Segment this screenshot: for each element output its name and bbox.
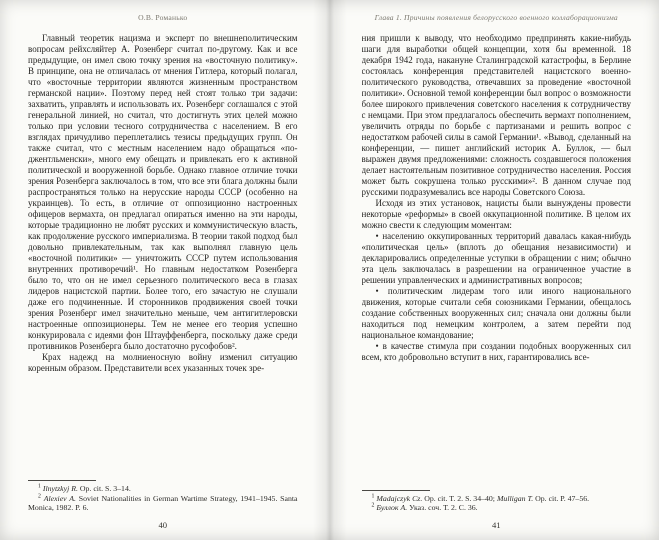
footnote-text: Op. cit. S. 3–14. <box>79 484 131 494</box>
paragraph: Исходя из этих установок, нацисты были вынуждены провести некоторые «реформы» в своей оккупационной политике. В целом их можно свести к следующим моментам: <box>361 198 631 230</box>
footnotes-left <box>28 480 298 513</box>
footnote-marker: 1 <box>371 493 375 500</box>
footnote-marker: 2 <box>38 493 41 500</box>
footnote <box>362 494 632 504</box>
footnote <box>28 484 298 494</box>
paragraph: Главный теоретик нацизма и эксперт по внешнеполитическим вопросам рейхсляйтер А. Розенберг считал по-другому. Как и все предыдущие, он имел свою точку зрения на «восточную политику». В принципе, она не отличалась от мнения Гитлера, который полагал, что «восточные территории являются жизненным пространством германской нации». Поэтому перед ней стоят только три задачи: захватить, управлять и использовать их. Розенберг соглашался с этой генеральной линией, но считал, что достигнуть этих целей можно только при условии тесного сотрудничества с населением. В его взглядах причудливо переплетались тезисы предыдущих групп. Он также считал, что с местным населением надо обращаться «по-джентльменски», много ему обещать и привлекать его к активной политической и вооруженной борьбе. Однако главное отличие точки зрения Розенберга заключалось в том, что все эти блага должны были распространяться только на нерусские народы СССР (особенно на украинцев). То есть, в отличие от оппозиционно настроенных офицеров вермахта, он предлагал опираться именно на эти народы, которые традиционно не любят русских и коммунистическую власть, как продолжение русского империализма. В теории такой подход был довольно привлекательным, так как выполнял главную цель «восточной политики» — уничтожить СССР путем использования внутренних противоречий¹. Но главным недостатком Розенберга было то, что он не имел серьезного политического веса в глазах лидеров нацистской партии. Более того, его зачастую не слушали даже его подчиненные. И сторонников продвижения своей точки зрения Розенберг имел значительно меньше, чем антигитлеровски настроенные оппозиционеры. Тем не менее его теория успешно конкурировала с идеями фон Штауффенберга, поскольку даже среди противников Розенберга было достаточно русофобов². <box>28 33 298 351</box>
footnote-author: Alexiev A. <box>43 493 76 503</box>
page-right <box>330 0 659 540</box>
paragraph: Крах надежд на молниеносную войну изменил ситуацию коренным образом. Представители всех указанных точек зре- <box>28 352 298 373</box>
footnote-text: Op. cit. P. 47–56. <box>535 493 590 503</box>
footnote-marker: 1 <box>38 483 41 490</box>
footnotes-right <box>362 490 632 513</box>
paragraph: ния пришли к выводу, что необходимо предпринять какие-нибудь шаги для выработки общей концепции, хотя бы временной. 18 декабря 1942 года, накануне Сталинградской катастрофы, в Берлине состоялась конференция представителей нацистского военно-политического руководства, отвечавших за проведение «восточной политики». Основной темой конференции был вопрос о возможности более широкого привлечения советского населения к сотрудничеству с немцами. При этом предлагалось обеспечить вермахт пополнением, увеличить отряды по борьбе с партизанами и решить вопрос с недостатком рабочей силы в самой Германии¹. «Вывод, сделанный на конференции, — пишет английский историк А. Буллок, — был выражен двумя предложениями: сложность создавшегося положения делает настоятельным позитивное сотрудничество населения. Россия может быть сокрушена только русскими»². В данном случае под русскими подразумевались все народы Советского Союза. <box>361 33 631 197</box>
footnote-author: Ilnytzkyj R. <box>42 484 78 494</box>
footnote <box>28 494 298 513</box>
footnote-text: Soviet Nationalities in German Wartime Strategy, 1941–1945. Santa Monica, 1982. P. 6. <box>28 493 298 513</box>
bullet-paragraph: • в качестве стимула при создании подобных вооруженных сил всем, кто добровольно вступит в них, гарантировались все- <box>361 341 631 362</box>
footnote-separator <box>28 480 96 481</box>
footnote-author: Буллок А. <box>376 503 408 513</box>
footnote <box>362 503 632 513</box>
page-right-body <box>362 33 632 490</box>
running-head-chapter: Глава 1. Причины появления белорусского военного коллаборационизма <box>374 13 618 22</box>
bullet-paragraph: • политическим лидерам того или иного национального движения, которые считали себя союзниками Германии, обещалось создание собственных вооруженных сил; сначала они должны были находиться под немецким контролем, а затем перейти под национальное командование; <box>361 286 631 340</box>
running-head-author: О.В. Романько <box>138 13 188 22</box>
page-left-body <box>28 33 298 480</box>
footnote-separator <box>362 490 430 491</box>
footnote-author: Madajczyk Cz. <box>376 493 423 503</box>
page-number: 40 <box>158 520 168 530</box>
footnote-text: Op. cit. T. 2. S. 34–40; <box>424 493 495 503</box>
footnote-author: Mulligan T. <box>496 493 534 503</box>
footnote-text: Указ. соч. Т. 2. С. 36. <box>409 503 478 513</box>
bullet-paragraph: • населению оккупированных территорий давалась какая-нибудь «политическая цель» (вплоть до обещания независимости) и декларировались определенные уступки в обращении с ним; обычно эта цель заключалась в разрешении на ограниченное участие в решении управленческих и административных вопросов; <box>361 231 631 285</box>
footnote-marker: 2 <box>371 502 375 509</box>
page-number: 41 <box>491 520 501 530</box>
